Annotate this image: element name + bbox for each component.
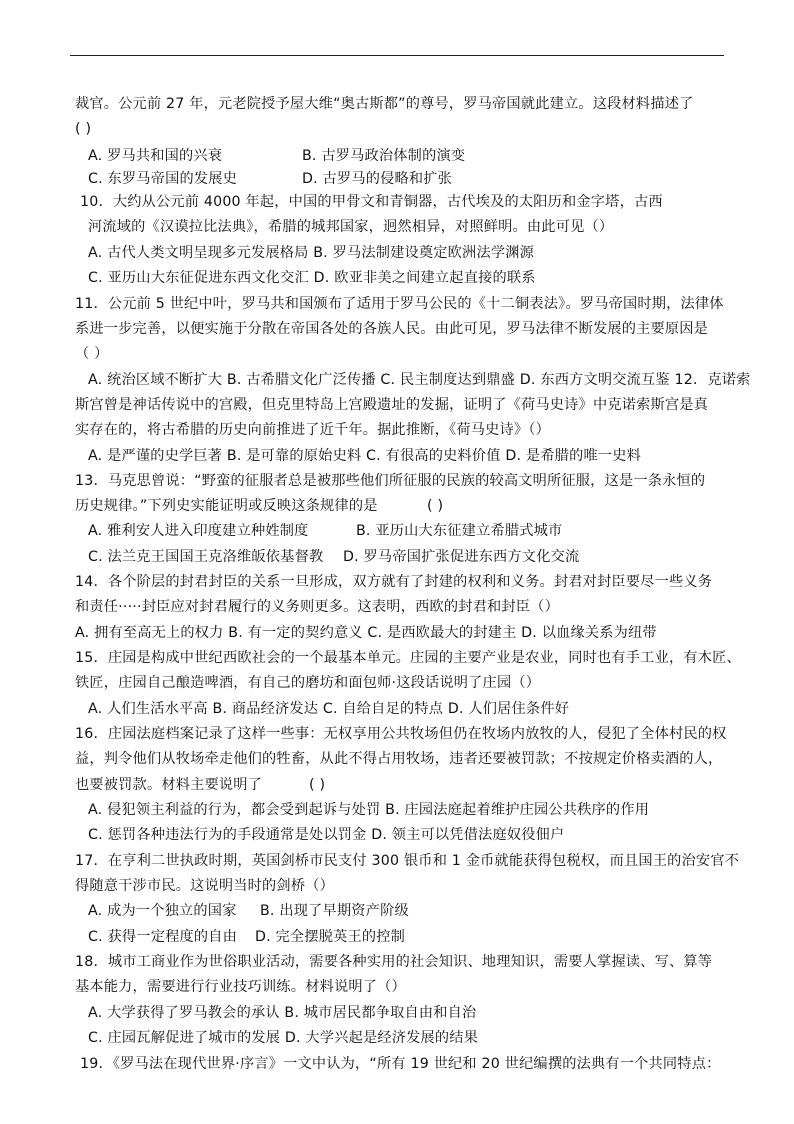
q16-options-ab: A. 侵犯领主利益的行为，都会受到起诉与处罚 B. 庄园法庭起着维护庄园公共秩序的作用 <box>88 802 650 818</box>
q18-stem-line-1: 18．城市工商业作为世俗职业活动，需要各种实用的社会知识、地理知识，需要人掌握读、写、算等 <box>75 954 713 970</box>
q13-option-b: B. 亚历山大东征建立希腊式城市 <box>356 523 563 539</box>
q16-stem-line-3: 也要被罚款。材料主要说明了 <box>75 777 263 793</box>
q10-options-cd: C. 亚历山大东征促进东西文化交汇 D. 欧亚非美之间建立起直接的联系 <box>88 270 536 286</box>
q11-stem-line-2: 系进一步完善，以便实施于分散在帝国各处的各族人民。由此可见，罗马法律不断发展的主要原因是 <box>75 321 709 337</box>
q12-options: A. 是严谨的史学巨著 B. 是可靠的原始史料 C. 有很高的史料价值 D. 是希腊的唯一史料 <box>88 448 642 464</box>
q19-stem-line-1: 19．《罗马法在现代世界·序言》一文中认为，“所有 19 世纪和 20 世纪编撰的法典有一个共同特点： <box>80 1056 721 1072</box>
q9-option-d: D. 古罗马的侵略和扩张 <box>302 171 453 187</box>
q15-stem-line-1: 15．庄园是构成中世纪西欧社会的一个最基本单元。庄园的主要产业是农业，同时也有手工业，有木匠、 <box>75 650 741 666</box>
q17-option-c: C. 获得一定程度的自由 <box>88 929 238 945</box>
q18-options-ab: A. 大学获得了罗马教会的承认 B. 城市居民都争取自由和自治 <box>88 1005 477 1021</box>
q9-option-b: B. 古罗马政治体制的演变 <box>302 148 466 164</box>
q16-options-cd: C. 惩罚各种违法行为的手段通常是处以罚金 D. 领主可以凭借法庭奴役佃户 <box>88 827 565 843</box>
q17-option-b: B. 出现了早期资产阶级 <box>260 903 409 919</box>
q9-stem-line: 裁官。公元前 27 年，元老院授予屋大维“奥古斯都”的尊号，罗马帝国就此建立。这段材料描述了 <box>75 96 694 112</box>
q13-stem-line-2: 历史规律。”下列史实能证明或反映这条规律的是 <box>75 498 378 514</box>
q17-stem-line-2: 得随意干涉市民。这说明当时的剑桥（） <box>75 878 334 894</box>
q11-answer-bracket: （ ） <box>75 346 109 362</box>
header-rule <box>70 55 724 56</box>
q14-stem-line-2: 和责任·····封臣应对封君履行的义务则更多。这表明，西欧的封君和封臣（） <box>75 599 559 615</box>
q12-stem-line-3: 实存在的，将古希腊的历史向前推进了近千年。据此推断，《荷马史诗》（） <box>75 422 550 438</box>
q9-answer-bracket: ( ) <box>75 121 92 137</box>
q12-stem-line-2: 斯宫曾是神话传说中的宫殿，但克里特岛上宫殿遗址的发掘，证明了《荷马史诗》中克诺索斯宫是真 <box>75 397 709 413</box>
q10-options-ab: A. 古代人类文明呈现多元发展格局 B. 罗马法制建设奠定欧洲法学渊源 <box>88 245 534 261</box>
q17-option-a: A. 成为一个独立的国家 <box>88 903 237 919</box>
q9-option-a: A. 罗马共和国的兴衰 <box>88 148 223 164</box>
q13-option-d: D. 罗马帝国扩张促进东西方文化交流 <box>343 549 580 565</box>
q18-options-cd: C. 庄园瓦解促进了城市的发展 D. 大学兴起是经济发展的结果 <box>88 1030 479 1046</box>
q10-stem-line-1: 10．大约从公元前 4000 年起，中国的甲骨文和青铜器，古代埃及的太阳历和金字塔，古西 <box>80 194 663 210</box>
q11-stem-line-1: 11．公元前 5 世纪中叶，罗马共和国颁布了适用于罗马公民的《十二铜表法》。罗马帝国时期，法律体 <box>75 296 724 312</box>
q10-stem-line-2: 河流域的《汉谟拉比法典》，希腊的城邦国家，迥然相异，对照鲜明。由此可见（） <box>88 219 614 235</box>
q15-options: A. 人们生活水平高 B. 商品经济发达 C. 自给自足的特点 D. 人们居住条件好 <box>88 701 570 717</box>
q16-stem-line-1: 16．庄园法庭档案记录了这样一些事：无权享用公共牧场但仍在牧场内放牧的人，侵犯了全体村民的权 <box>75 726 727 742</box>
q17-option-d: D. 完全摆脱英王的控制 <box>255 929 406 945</box>
q9-option-c: C. 东罗马帝国的发展史 <box>88 171 238 187</box>
q11-options-q12-start: A. 统治区域不断扩大 B. 古希腊文化广泛传播 C. 民主制度达到鼎盛 D. 东西方文明交流互鉴 12．克诺索 <box>88 372 751 388</box>
q13-answer-bracket: ( ) <box>427 498 444 514</box>
q17-stem-line-1: 17．在亨利二世执政时期，英国剑桥市民支付 300 银币和 1 金币就能获得包税权，而且国王的治安官不 <box>75 853 740 869</box>
q15-stem-line-2: 铁匠，庄园自己酿造啤酒，有自己的磨坊和面包师·这段话说明了庄园（） <box>75 675 541 691</box>
q18-stem-line-2: 基本能力，需要进行行业技巧训练。材料说明了（） <box>75 979 406 995</box>
q14-options: A. 拥有至高无上的权力 B. 有一定的契约意义 C. 是西欧最大的封建主 D. 以血缘关系为纽带 <box>75 625 657 641</box>
q16-stem-line-2: 益，判令他们从牧场牵走他们的牲畜，从此不得占用牧场，违者还要被罚款；不按规定价格卖酒的人， <box>75 751 723 767</box>
q13-option-a: A. 雅利安人进入印度建立种姓制度 <box>88 523 309 539</box>
q13-option-c: C. 法兰克王国国王克洛维皈依基督教 <box>88 549 324 565</box>
q16-answer-bracket: ( ) <box>309 777 326 793</box>
q14-stem-line-1: 14．各个阶层的封君封臣的关系一旦形成，双方就有了封建的权利和义务。封君对封臣要尽一些义务 <box>75 574 713 590</box>
q13-stem-line-1: 13．马克思曾说：“野蛮的征服者总是被那些他们所征服的民族的较高文明所征服，这是一条永恒的 <box>75 473 706 489</box>
